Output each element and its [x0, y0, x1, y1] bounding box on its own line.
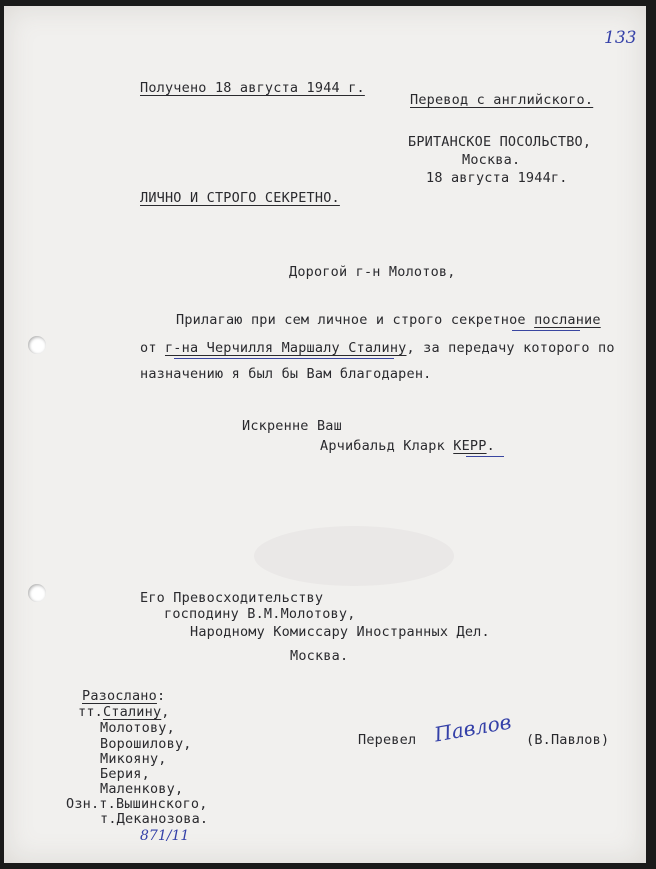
page-number: 133 [604, 28, 637, 48]
addressee-line-4: Москва. [290, 648, 349, 664]
stalin-underlined: Сталину [102, 704, 162, 720]
pen-underline-kerr [466, 456, 504, 457]
closing: Искренне Ваш [242, 418, 342, 434]
bleed-through-stamp [254, 526, 454, 586]
signature-name: Арчибальд Кларк КЕРР. [320, 438, 495, 454]
embassy-date: 18 августа 1944г. [426, 170, 568, 186]
body-line-1: Прилагаю при сем личное и строго секретное послание [176, 312, 601, 328]
document-page [4, 6, 646, 863]
punch-hole-top [28, 336, 46, 354]
classification: ЛИЧНО И СТРОГО СЕКРЕТНО. [140, 190, 340, 206]
distribution-last: т.Деканозова. [100, 811, 209, 827]
translator-signature: Павлов [432, 709, 513, 747]
addressee-line-1: Его Превосходительству [140, 590, 324, 606]
distribution-name: Молотову, [100, 720, 175, 736]
distribution-name: Микояну, [100, 751, 167, 767]
handwritten-number: 871/11 [140, 828, 190, 844]
punch-hole-bottom [28, 584, 46, 602]
translator-label: Перевел [358, 732, 417, 748]
distribution-name: Маленкову, [100, 781, 184, 797]
addressee-line-3: Народному Комиссару Иностранных Дел. [190, 624, 490, 640]
kerr-underlined: КЕРР [453, 438, 487, 454]
pen-underline-churchill [174, 358, 394, 359]
pen-underline-message [512, 330, 580, 331]
body-line-3: назначению я был бы Вам благодарен. [140, 366, 432, 382]
distribution-heading: Разослано: [82, 688, 166, 704]
addressee-line-2: господину В.М.Молотову, [164, 606, 356, 622]
translation-note: Перевод с английского. [410, 92, 594, 108]
translator-name: (В.Павлов) [526, 732, 610, 748]
received-date: Получено 18 августа 1944 г. [140, 80, 365, 96]
body-line-2: от г-на Черчилля Маршалу Сталину, за передачу которого по [140, 340, 615, 356]
distribution-name: Ворошилову, [100, 736, 192, 752]
distribution-first: тт.Сталину, [78, 704, 170, 720]
message-underlined: послание [534, 312, 601, 328]
salutation: Дорогой г-н Молотов, [289, 264, 456, 280]
embassy-name: БРИТАНСКОЕ ПОСОЛЬСТВО, [408, 134, 592, 150]
churchill-stalin-underlined: г-на Черчилля Маршалу Сталину [164, 340, 407, 356]
distribution-copy: Озн.т.Вышинского, [66, 796, 208, 812]
distribution-name: Берия, [100, 766, 150, 782]
embassy-city: Москва. [462, 152, 521, 168]
